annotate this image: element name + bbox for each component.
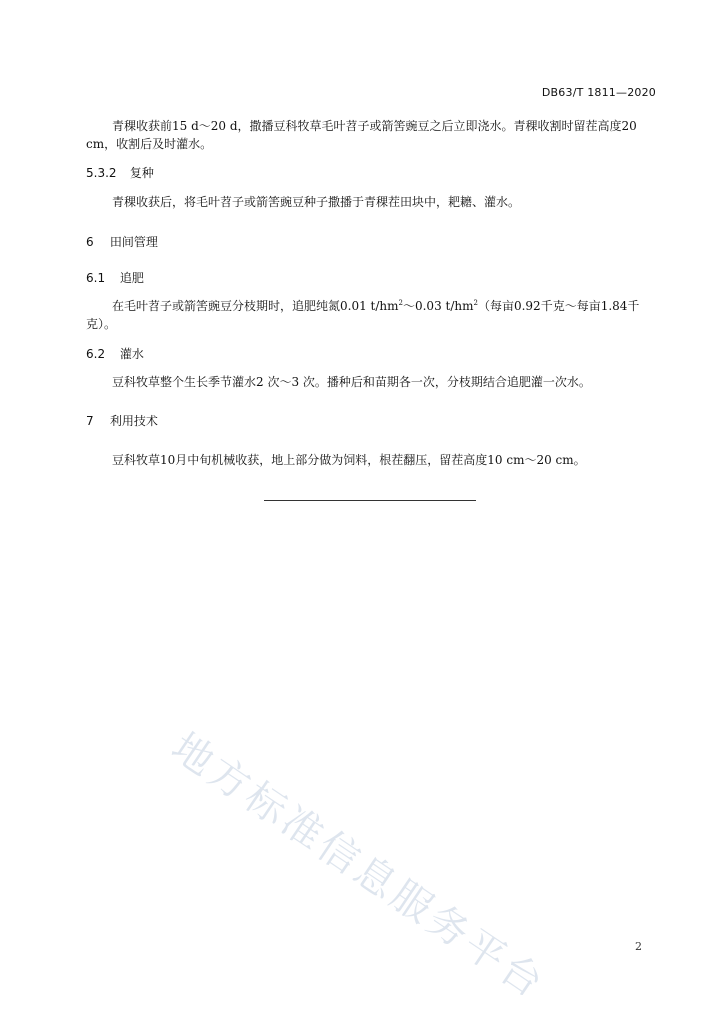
heading-number: 7 xyxy=(86,414,94,428)
paragraph-6-2 xyxy=(86,373,658,391)
watermark: 地方标准信息服务平台 xyxy=(163,724,554,1009)
heading-title: 复种 xyxy=(129,166,154,180)
paragraph-text: 青稞收获前15 d～20 d，撒播豆科牧草毛叶苕子或箭筈豌豆之后立即浇水。青稞收割时留茬高度20 cm，收割后及时灌水。 xyxy=(86,119,637,151)
paragraph-text: 豆科牧草整个生长季节灌水2 次～3 次。播种后和苗期各一次，分枝期结合追肥灌一次水。 xyxy=(112,375,591,389)
paragraph-5-3-1-continuation xyxy=(86,117,658,153)
paragraph-text-b: ～0.03 t/hm xyxy=(402,299,474,313)
paragraph-text: 豆科牧草10月中旬机械收获，地上部分做为饲料，根茬翻压，留茬高度10 cm～20 cm。 xyxy=(112,453,586,467)
heading-number: 6 xyxy=(86,235,94,249)
paragraph-7 xyxy=(86,451,658,469)
heading-number: 6.1 xyxy=(86,271,106,285)
paragraph-6-1 xyxy=(86,297,658,333)
paragraph-text: 青稞收获后，将毛叶苕子或箭筈豌豆种子撒播于青稞茬田块中，耙耱、灌水。 xyxy=(112,195,521,209)
heading-6-1 xyxy=(86,269,144,287)
heading-6-2 xyxy=(86,345,144,363)
heading-number: 5.3.2 xyxy=(86,166,117,180)
heading-number: 6.2 xyxy=(86,347,106,361)
page-number: 2 xyxy=(635,940,642,953)
superscript: 2 xyxy=(473,299,478,307)
heading-title: 灌水 xyxy=(119,347,144,361)
heading-title: 田间管理 xyxy=(109,235,158,249)
paragraph-text-c: （每亩0.92千克～每亩1.84千克）。 xyxy=(86,299,640,331)
superscript: 2 xyxy=(398,299,403,307)
heading-5-3-2 xyxy=(86,164,154,182)
heading-title: 追肥 xyxy=(119,271,144,285)
heading-7 xyxy=(86,412,158,430)
heading-title: 利用技术 xyxy=(109,414,158,428)
paragraph-text-a: 在毛叶苕子或箭筈豌豆分枝期时，追肥纯氮0.01 t/hm xyxy=(112,299,399,313)
heading-6 xyxy=(86,233,158,251)
document-code: DB63/T 1811—2020 xyxy=(541,86,656,99)
paragraph-5-3-2 xyxy=(86,193,658,211)
end-rule xyxy=(264,500,476,501)
